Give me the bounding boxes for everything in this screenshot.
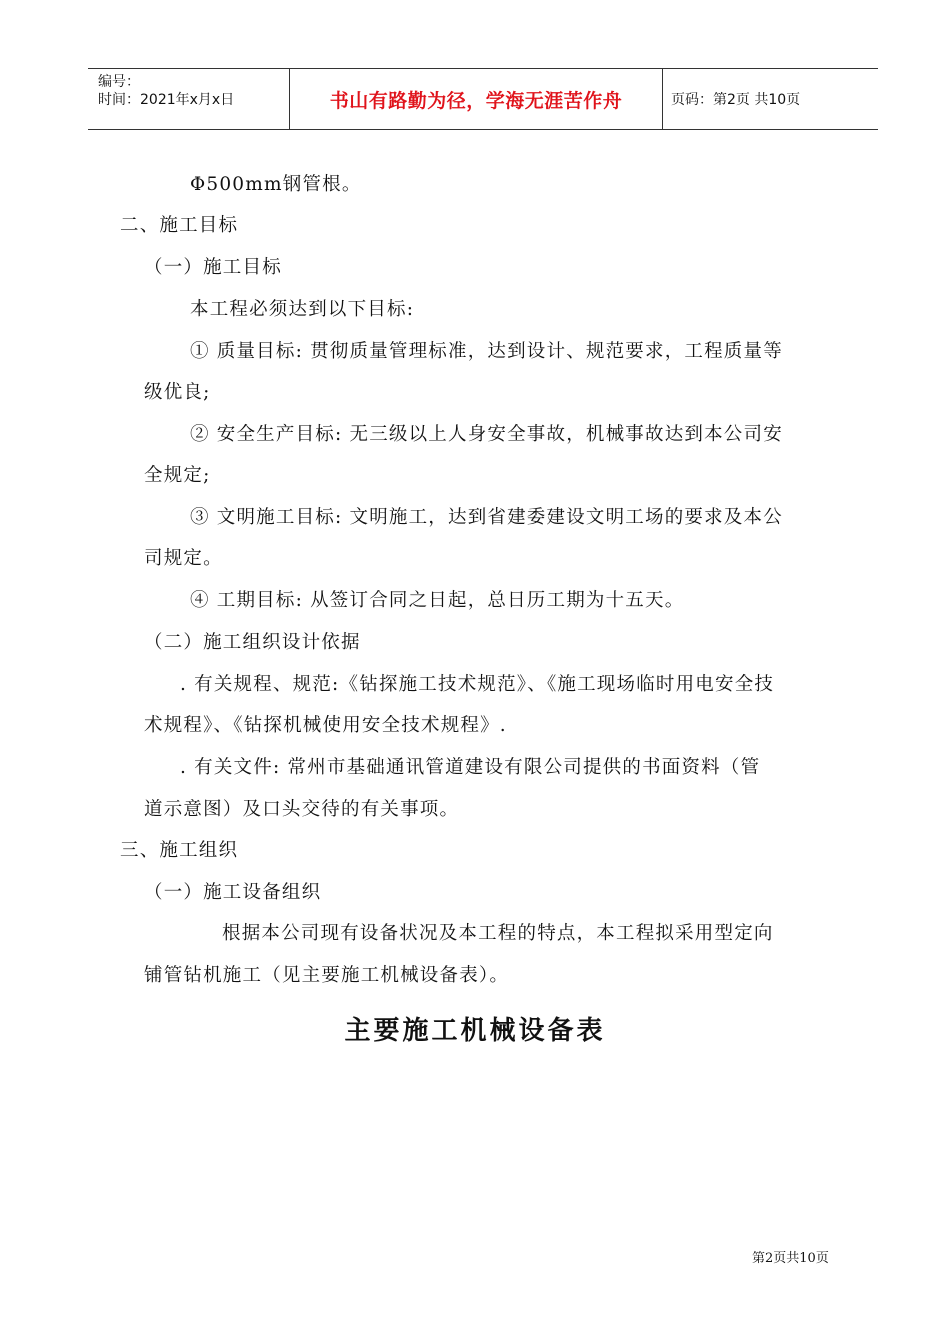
text-line: ② 安全生产目标: 无三级以上人身安全事故，机械事故达到本公司安: [190, 424, 783, 445]
text-line: 司规定。: [144, 548, 223, 569]
text-line: ④ 工期目标: 从签订合同之日起，总日历工期为十五天。: [190, 590, 685, 611]
header-page-cell: [663, 69, 878, 129]
page-header: [88, 68, 878, 130]
text-line: 道示意图）及口头交待的有关事项。: [144, 799, 460, 820]
text-line: 铺管钻机施工（见主要施工机械设备表）。: [144, 965, 510, 986]
subsection-heading: （一）施工目标: [144, 257, 282, 278]
document-date: 时间：2021年x月x日: [98, 92, 235, 108]
text-line: 全规定;: [144, 465, 211, 486]
section-heading: 三、施工组织: [120, 840, 239, 861]
text-line: ③ 文明施工目标: 文明施工，达到省建委建设文明工场的要求及本公: [190, 507, 783, 528]
document-number-label: 编号：: [98, 74, 140, 90]
text-line: ① 质量目标: 贯彻质量管理标准，达到设计、规范要求，工程质量等: [190, 341, 783, 362]
header-motto-cell: [290, 69, 663, 129]
page-footer: 第2页共10页: [752, 1251, 829, 1266]
text-line: Φ500mm钢管根。: [190, 174, 362, 195]
subsection-heading: （一）施工设备组织: [144, 882, 322, 903]
table-title: 主要施工机械设备表: [344, 1016, 606, 1046]
text-line: 级优良;: [144, 382, 211, 403]
section-heading: 二、施工目标: [120, 215, 239, 236]
text-line: . 有关文件: 常州市基础通讯管道建设有限公司提供的书面资料（管: [180, 757, 761, 778]
header-motto: 书山有路勤为径，学海无涯苦作舟: [329, 89, 623, 112]
header-page-info: 页码：第2页 共10页: [671, 92, 801, 108]
text-line: 本工程必须达到以下目标:: [190, 299, 415, 320]
text-line: 根据本公司现有设备状况及本工程的特点，本工程拟采用型定向: [222, 923, 774, 944]
header-meta: [88, 69, 290, 129]
subsection-heading: （二）施工组织设计依据: [144, 632, 361, 653]
text-line: . 有关规程、规范:《钻探施工技术规范》、《施工现场临时用电安全技: [180, 674, 775, 695]
text-line: 术规程》、《钻探机械使用安全技术规程》.: [144, 715, 507, 736]
